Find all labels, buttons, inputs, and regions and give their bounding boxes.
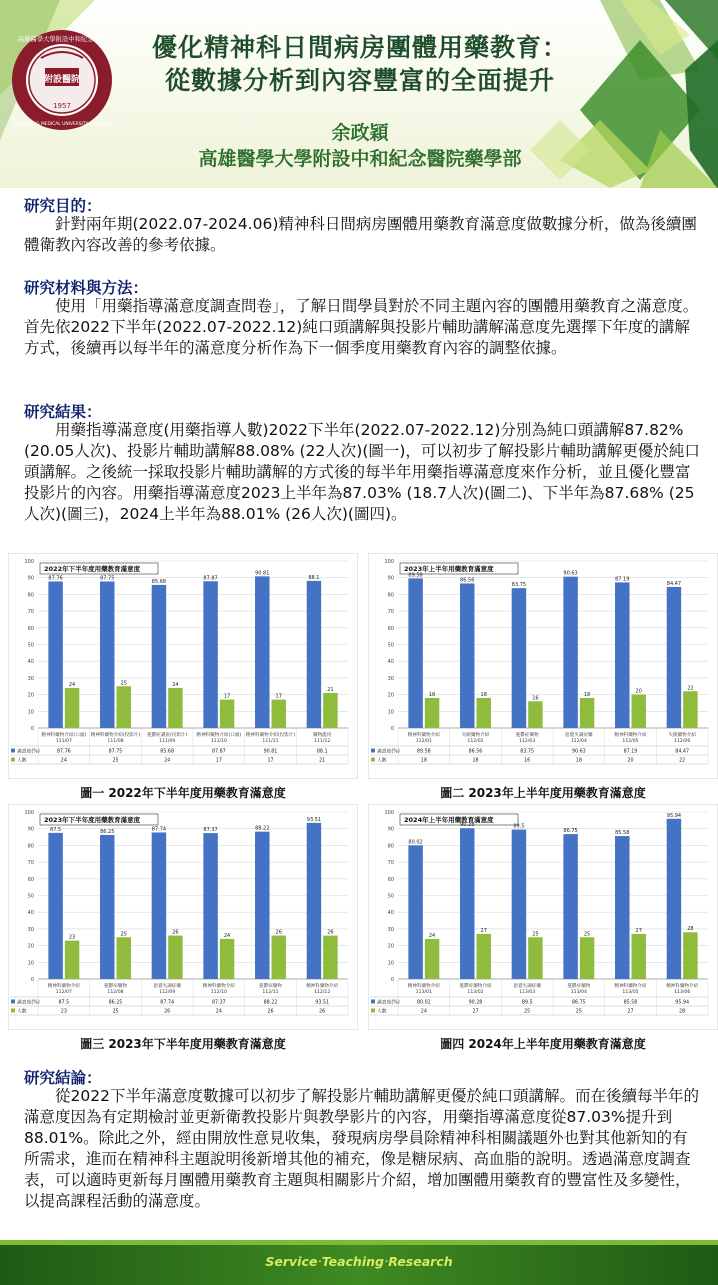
bar — [667, 587, 681, 728]
bar-data-label: 90.63 — [563, 570, 578, 577]
bar-data-label: 28 — [687, 926, 694, 933]
bar-data-label: 85.58 — [615, 830, 630, 837]
y-tick-label: 70 — [27, 609, 34, 616]
bar-data-label: 22 — [687, 685, 694, 692]
x-category-label: 精神科藥物介紹(投影片) — [90, 733, 141, 738]
y-tick-label: 50 — [387, 642, 394, 649]
x-category-label: 113/04 — [570, 990, 587, 995]
x-category-label: 112/10 — [210, 990, 227, 995]
chart-panel-4 — [368, 804, 718, 1030]
y-tick-label: 50 — [27, 642, 34, 649]
bar — [255, 576, 269, 728]
table-cell: 84.47 — [675, 749, 690, 755]
legend-swatch — [371, 1009, 375, 1013]
y-tick-label: 30 — [387, 926, 394, 933]
x-category-label: 111/08 — [107, 739, 124, 744]
table-cell: 18 — [575, 758, 582, 764]
y-tick-label: 100 — [24, 810, 34, 816]
table-cell: 90.63 — [571, 749, 586, 755]
bar-data-label: 25 — [120, 680, 127, 687]
table-cell: 26 — [319, 1009, 326, 1015]
x-category-label: 精神科藥物介紹 — [407, 984, 440, 989]
legend-swatch — [11, 758, 15, 762]
table-cell: 87.76 — [56, 749, 71, 755]
bar — [48, 581, 62, 728]
bar-data-label: 24 — [68, 681, 76, 688]
table-cell: 88.22 — [263, 1000, 278, 1006]
x-category-label: 思覺失調症藥 — [153, 984, 181, 989]
bar — [683, 932, 697, 979]
bar — [65, 941, 79, 979]
bar — [100, 581, 114, 728]
legend-swatch — [371, 1000, 375, 1004]
bar-data-label: 87.76 — [48, 575, 63, 582]
conclusion-heading: 研究結論： — [24, 1069, 102, 1087]
bar — [563, 577, 577, 728]
x-category-label: 112/02 — [467, 739, 484, 744]
y-tick-label: 100 — [384, 810, 394, 816]
chart-title-text: 2023年下半年度用藥教育滿意度 — [44, 816, 141, 824]
y-tick-label: 80 — [27, 592, 34, 599]
chart-title — [40, 814, 158, 825]
legend-swatch — [11, 749, 15, 753]
table-cell: 21 — [319, 758, 326, 764]
x-category-label: 精神科藥物介紹 — [306, 984, 339, 989]
bar — [580, 698, 594, 728]
bar-data-label: 17 — [223, 693, 231, 700]
logo-center-text: 附設醫院 — [43, 75, 81, 85]
logo-ring-text: 高雄醫學大學附設中和紀念醫院 — [17, 36, 107, 43]
bar — [425, 698, 439, 728]
purpose-heading: 研究目的： — [24, 197, 102, 215]
y-tick-label: 80 — [387, 843, 394, 850]
bar — [152, 832, 166, 979]
chart-title-text: 2024年上半年用藥教育滿意度 — [404, 816, 494, 824]
chart-panel-2 — [368, 553, 718, 779]
bar — [528, 701, 542, 728]
y-tick-label: 0 — [390, 726, 394, 732]
y-tick-label: 60 — [387, 625, 394, 632]
bar-data-label: 88.22 — [255, 825, 270, 832]
poster-title-line1: 優化精神科日間病房團體用藥教育： — [151, 33, 568, 62]
bar — [563, 834, 577, 979]
bar-data-label: 26 — [172, 929, 179, 936]
legend-swatch — [371, 758, 375, 762]
y-tick-label: 0 — [390, 977, 394, 983]
bar — [425, 939, 439, 979]
table-cell: 24 — [60, 758, 67, 764]
table-cell: 24 — [215, 1009, 222, 1015]
table-cell: 16 — [524, 758, 531, 764]
bar-data-label: 24 — [428, 932, 436, 939]
bar-data-label: 88.1 — [308, 574, 320, 581]
bar — [117, 686, 131, 728]
bar — [307, 581, 321, 728]
table-cell: 28 — [679, 1009, 686, 1015]
bar-data-label: 87.19 — [615, 576, 630, 583]
table-cell: 87.5 — [58, 1000, 70, 1006]
y-tick-label: 20 — [387, 692, 394, 699]
table-cell: 86.25 — [108, 1000, 123, 1006]
bar — [117, 937, 131, 979]
bar-data-label: 86.25 — [100, 828, 115, 835]
bar-data-label: 16 — [532, 695, 539, 702]
table-cell: 83.75 — [520, 749, 535, 755]
table-cell: 87.74 — [160, 1000, 175, 1006]
x-category-label: 113/03 — [519, 990, 536, 995]
bar-data-label: 18 — [480, 691, 487, 698]
y-tick-label: 90 — [27, 575, 34, 582]
bar — [220, 700, 234, 728]
y-tick-label: 80 — [387, 592, 394, 599]
table-cell: 25 — [112, 1009, 119, 1015]
bar-data-label: 27 — [480, 927, 487, 934]
x-category-label: 112/09 — [159, 990, 176, 995]
legend-series-name: 人數 — [17, 1009, 27, 1015]
x-category-label: 111/07 — [55, 739, 72, 744]
legend-series-name: 滿意度(%) — [17, 749, 40, 755]
y-tick-label: 100 — [24, 559, 34, 565]
figure-caption-1: 圖一 2022年下半年度用藥教育滿意度 — [80, 786, 286, 800]
bar-data-label: 90.28 — [460, 822, 475, 829]
x-category-label: 精神科藥物介紹(口頭) — [196, 733, 242, 738]
bar-data-label: 23 — [68, 934, 76, 941]
x-category-label: 112/04 — [570, 739, 587, 744]
x-category-label: 藥物濫用 — [312, 733, 332, 738]
author-name: 余政穎 — [331, 122, 389, 144]
x-category-label: 112/07 — [55, 990, 72, 995]
y-tick-label: 20 — [27, 692, 34, 699]
x-category-label: 113/06 — [674, 990, 691, 995]
legend-swatch — [371, 749, 375, 753]
bar — [477, 698, 491, 728]
chart-2 — [368, 553, 718, 779]
chart-panel-1 — [8, 553, 358, 779]
bar — [48, 833, 62, 979]
chart-title-text: 2023年上半年用藥教育滿意度 — [404, 565, 494, 573]
purpose-paragraph: 針對兩年期(2022.07-2024.06)精神科日間病房團體用藥教育滿意度做數據分析，做為後續團體衛教內容改善的參考依據。 — [24, 215, 697, 254]
table-cell: 90.28 — [468, 1000, 483, 1006]
logo-ring-text-en: KAOHSIUNG MEDICAL UNIVERSITY HOSPITAL — [13, 122, 111, 127]
conclusion-text — [24, 1086, 700, 1212]
x-category-label: 精神科藥物介紹 — [614, 733, 647, 738]
bar — [615, 582, 629, 728]
table-cell: 87.87 — [211, 749, 226, 755]
chart-4 — [368, 804, 718, 1030]
y-tick-label: 40 — [27, 910, 34, 917]
table-cell: 18 — [472, 758, 479, 764]
y-tick-label: 20 — [387, 943, 394, 950]
x-category-label: 112/03 — [519, 739, 536, 744]
bar — [272, 700, 286, 728]
chart-title — [400, 814, 518, 825]
legend-swatch — [11, 1009, 15, 1013]
results-text — [24, 420, 700, 525]
y-tick-label: 90 — [27, 826, 34, 833]
y-tick-label: 60 — [27, 876, 34, 883]
y-tick-label: 70 — [387, 609, 394, 616]
figure-caption-2: 圖二 2023年上半年度用藥教育滿意度 — [440, 786, 646, 800]
y-tick-label: 60 — [387, 876, 394, 883]
x-category-label: 失眠藥物介紹 — [668, 733, 696, 738]
chart-3 — [8, 804, 358, 1030]
x-category-label: 112/06 — [674, 739, 691, 744]
header — [0, 0, 718, 188]
y-tick-label: 70 — [387, 860, 394, 867]
figure-caption-3: 圖三 2023年下半年度用藥教育滿意度 — [80, 1037, 286, 1051]
bar — [512, 588, 526, 728]
bar-data-label: 86.75 — [563, 828, 578, 835]
bar — [323, 693, 337, 728]
table-cell: 26 — [267, 1009, 274, 1015]
table-cell: 80.02 — [416, 1000, 431, 1006]
table-cell: 24 — [420, 1009, 427, 1015]
bar-data-label: 26 — [275, 929, 282, 936]
bar-data-label: 24 — [172, 681, 179, 688]
x-category-label: 113/02 — [467, 990, 484, 995]
bar-data-label: 21 — [327, 686, 334, 693]
bar-data-label: 87.74 — [151, 826, 167, 833]
bar-data-label: 93.51 — [306, 816, 322, 823]
figure-caption-4: 圖四 2024年上半年度用藥教育滿意度 — [440, 1037, 646, 1051]
bar-data-label: 80.02 — [408, 839, 423, 846]
y-tick-label: 100 — [384, 559, 394, 565]
y-tick-label: 80 — [27, 843, 34, 850]
affiliation: 高雄醫學大學附設中和紀念醫院藥學部 — [198, 148, 522, 170]
y-tick-label: 0 — [30, 726, 34, 732]
x-category-label: 111/11 — [262, 739, 279, 744]
y-tick-label: 90 — [387, 826, 394, 833]
table-cell: 27 — [627, 1009, 634, 1015]
logo-year: 1957 — [53, 102, 71, 110]
methods-paragraph: 使用「用藥指導滿意度調查問卷」，了解日間學員對於不同主題內容的團體用藥教育之滿意度。首先依2022下半年(2022.07-2022.12)純口頭講解與投影片輔助講解滿意度先選擇下年度的講解方式，後續再以每半年的滿意度分析作為下一個季度用藥教育內容的調整依據。 — [24, 297, 699, 357]
bar — [255, 832, 269, 979]
bar — [323, 936, 337, 979]
table-cell: 23 — [60, 1009, 67, 1015]
bar — [460, 828, 474, 979]
y-tick-label: 60 — [27, 625, 34, 632]
bar — [65, 688, 79, 728]
table-cell: 17 — [215, 758, 222, 764]
table-cell: 22 — [679, 758, 686, 764]
table-cell: 87.75 — [108, 749, 123, 755]
table-cell: 26 — [164, 1009, 171, 1015]
y-tick-label: 50 — [387, 893, 394, 900]
x-category-label: 精神科藥物介紹 — [47, 984, 80, 989]
table-cell: 93.51 — [315, 1000, 330, 1006]
bar-data-label: 87.5 — [50, 826, 62, 833]
table-cell: 18 — [420, 758, 427, 764]
conclusion-paragraph: 從2022下半年滿意度數據可以初步了解投影片輔助講解更優於純口頭講解。而在後續每半年的滿意度因為有定期檢討並更新衛教投影片與教學影片的內容，用藥指導滿意度從87.03%提升到88.01%。除此之外，經由開放性意見收集，發現病房學員除精神科相關議題外也對其他新知的有所需求，進而在精神科主題說明後新增其他的補充，像是糖尿病、高血脂的說明。透過滿意度調查表，可以適時更新每月團體用藥教育主題與相關影片介紹，增加團體用藥教育的豐富性及多變性，以提高課程活動的滿意度。 — [24, 1087, 699, 1210]
table-cell: 89.58 — [416, 749, 431, 755]
x-category-label: 精神科藥物介紹 — [666, 984, 699, 989]
bar-data-label: 87.37 — [203, 827, 218, 834]
chart-1 — [8, 553, 358, 779]
table-cell: 27 — [472, 1009, 479, 1015]
x-category-label: 憂鬱症講座(投影片) — [146, 733, 188, 738]
x-category-label: 精神科藥物介紹 — [614, 984, 647, 989]
bar — [203, 833, 217, 979]
x-category-label: 思覺失調症藥 — [565, 733, 593, 738]
x-category-label: 111/10 — [210, 739, 227, 744]
chart-title-text: 2022年下半年度用藥教育滿意度 — [44, 565, 141, 573]
table-cell: 89.5 — [521, 1000, 533, 1006]
bar-data-label: 25 — [583, 931, 591, 938]
table-cell: 87.19 — [623, 749, 638, 755]
y-tick-label: 70 — [27, 860, 34, 867]
x-category-label: 精神科藥物介紹 — [202, 984, 235, 989]
y-tick-label: 40 — [387, 910, 394, 917]
bar — [203, 581, 217, 728]
bar — [100, 835, 114, 979]
y-tick-label: 0 — [30, 977, 34, 983]
bar-data-label: 26 — [327, 929, 334, 936]
legend-series-name: 滿意度(%) — [377, 1000, 400, 1006]
table-cell: 24 — [164, 758, 171, 764]
x-category-label: 憂鬱症藥物 — [259, 984, 282, 989]
chart-panel-3 — [8, 804, 358, 1030]
bar-data-label: 18 — [428, 691, 436, 698]
x-category-label: 111/12 — [314, 739, 331, 744]
bar-data-label: 27 — [635, 927, 642, 934]
bar — [632, 934, 646, 979]
bar — [408, 578, 422, 728]
x-category-label: 112/11 — [262, 990, 279, 995]
table-cell: 25 — [575, 1009, 582, 1015]
y-tick-label: 10 — [27, 960, 34, 967]
y-tick-label: 40 — [387, 659, 394, 666]
table-cell: 17 — [267, 758, 274, 764]
bar-data-label: 90.81 — [255, 570, 270, 577]
y-tick-label: 30 — [27, 926, 34, 933]
legend-series-name: 人數 — [377, 758, 387, 764]
table-cell: 86.56 — [468, 749, 483, 755]
bar — [615, 836, 629, 979]
footer-accent-line — [0, 1240, 718, 1245]
x-category-label: 113/05 — [622, 990, 639, 995]
bar — [168, 936, 182, 979]
purpose-text — [24, 214, 700, 256]
x-category-label: 失眠藥物介紹 — [461, 733, 490, 738]
bar-data-label: 85.68 — [151, 578, 167, 585]
x-category-label: 112/08 — [107, 990, 124, 995]
bar-data-label: 84.47 — [666, 580, 682, 587]
y-tick-label: 20 — [27, 943, 34, 950]
bar-data-label: 18 — [583, 691, 591, 698]
methods-text — [24, 296, 700, 359]
table-cell: 85.68 — [160, 749, 175, 755]
bar — [220, 939, 234, 979]
bar — [168, 688, 182, 728]
bar-data-label: 25 — [120, 931, 127, 938]
x-category-label: 憂鬱症藥物 — [567, 984, 591, 989]
bar-data-label: 83.75 — [511, 582, 527, 589]
bar-data-label: 89.58 — [408, 572, 423, 579]
x-category-label: 精神科藥物介紹(投影片) — [245, 733, 296, 738]
x-category-label: 思覺失調症藥 — [513, 984, 541, 989]
bar-data-label: 86.56 — [460, 577, 475, 584]
y-tick-label: 40 — [27, 659, 34, 666]
footer-slogan: Service‧Teaching‧Research — [265, 1254, 453, 1269]
table-cell: 90.81 — [263, 749, 278, 755]
table-cell: 85.58 — [623, 1000, 638, 1006]
table-cell: 86.75 — [571, 1000, 586, 1006]
x-category-label: 112/05 — [622, 739, 639, 744]
y-tick-label: 10 — [387, 960, 394, 967]
table-cell: 25 — [524, 1009, 531, 1015]
table-cell: 20 — [627, 758, 634, 764]
y-tick-label: 30 — [27, 675, 34, 682]
results-paragraph: 用藥指導滿意度(用藥指導人數)2022下半年(2022.07-2022.12)分別為純口頭講解87.82% (20.05人次)、投影片輔助講解88.08% (22人次)(圖一)，可以初步了解投影片輔助講解更優於純口頭講解。之後統一採取投影片輔助講解的方式後的每半年用藥指導滿意度來作分析，並且優化豐富投影片的內容。用藥指導滿意度2023上半年為87.03% (18.7人次)(圖二)、下半年為87.68% (25人次)(圖三)，2024上半年為88.01% (26人次)(圖四)。 — [24, 421, 700, 523]
bar — [667, 819, 681, 979]
x-category-label: 憂鬱症藥物 — [515, 733, 539, 738]
poster-title-line2: 從數據分析到內容豐富的全面提升 — [164, 66, 555, 95]
table-cell: 95.94 — [675, 1000, 690, 1006]
x-category-label: 112/12 — [314, 990, 331, 995]
bar — [632, 695, 646, 728]
bar-data-label: 89.5 — [513, 823, 525, 830]
bar-data-label: 95.94 — [666, 812, 682, 819]
legend-series-name: 滿意度(%) — [377, 749, 400, 755]
x-category-label: 憂鬱症藥物介紹 — [459, 984, 492, 989]
bar-data-label: 17 — [275, 693, 282, 700]
x-category-label: 112/01 — [415, 739, 432, 744]
y-tick-label: 10 — [27, 709, 34, 716]
bar — [152, 585, 166, 728]
results-heading: 研究結果： — [24, 403, 102, 421]
bar — [512, 830, 526, 979]
bar-data-label: 87.75 — [100, 575, 115, 582]
methods-heading: 研究材料與方法： — [24, 279, 149, 297]
x-category-label: 113/01 — [415, 990, 432, 995]
bar — [307, 823, 321, 979]
bar — [477, 934, 491, 979]
x-category-label: 111/09 — [159, 739, 176, 744]
bar — [408, 845, 422, 979]
bar-data-label: 20 — [635, 688, 642, 695]
x-category-label: 精神科藥物介紹 — [407, 733, 440, 738]
legend-series-name: 人數 — [377, 1009, 387, 1015]
legend-series-name: 人數 — [17, 758, 27, 764]
legend-series-name: 滿意度(%) — [17, 1000, 40, 1006]
bar-data-label: 87.87 — [203, 575, 218, 582]
x-category-label: 憂鬱症藥物 — [104, 984, 127, 989]
y-tick-label: 50 — [27, 893, 34, 900]
bar — [272, 936, 286, 979]
y-tick-label: 10 — [387, 709, 394, 716]
bar — [580, 937, 594, 979]
chart-title — [40, 563, 158, 574]
bar-data-label: 25 — [532, 931, 539, 938]
table-cell: 25 — [112, 758, 119, 764]
legend-swatch — [11, 1000, 15, 1004]
y-tick-label: 30 — [387, 675, 394, 682]
table-cell: 87.37 — [211, 1000, 226, 1006]
bar — [683, 691, 697, 728]
bar — [460, 583, 474, 728]
x-category-label: 精神科藥物介紹(口頭) — [41, 733, 87, 738]
hospital-logo — [7, 28, 117, 132]
table-cell: 88.1 — [316, 749, 328, 755]
bar-data-label: 24 — [223, 932, 231, 939]
bar — [528, 937, 542, 979]
y-tick-label: 90 — [387, 575, 394, 582]
